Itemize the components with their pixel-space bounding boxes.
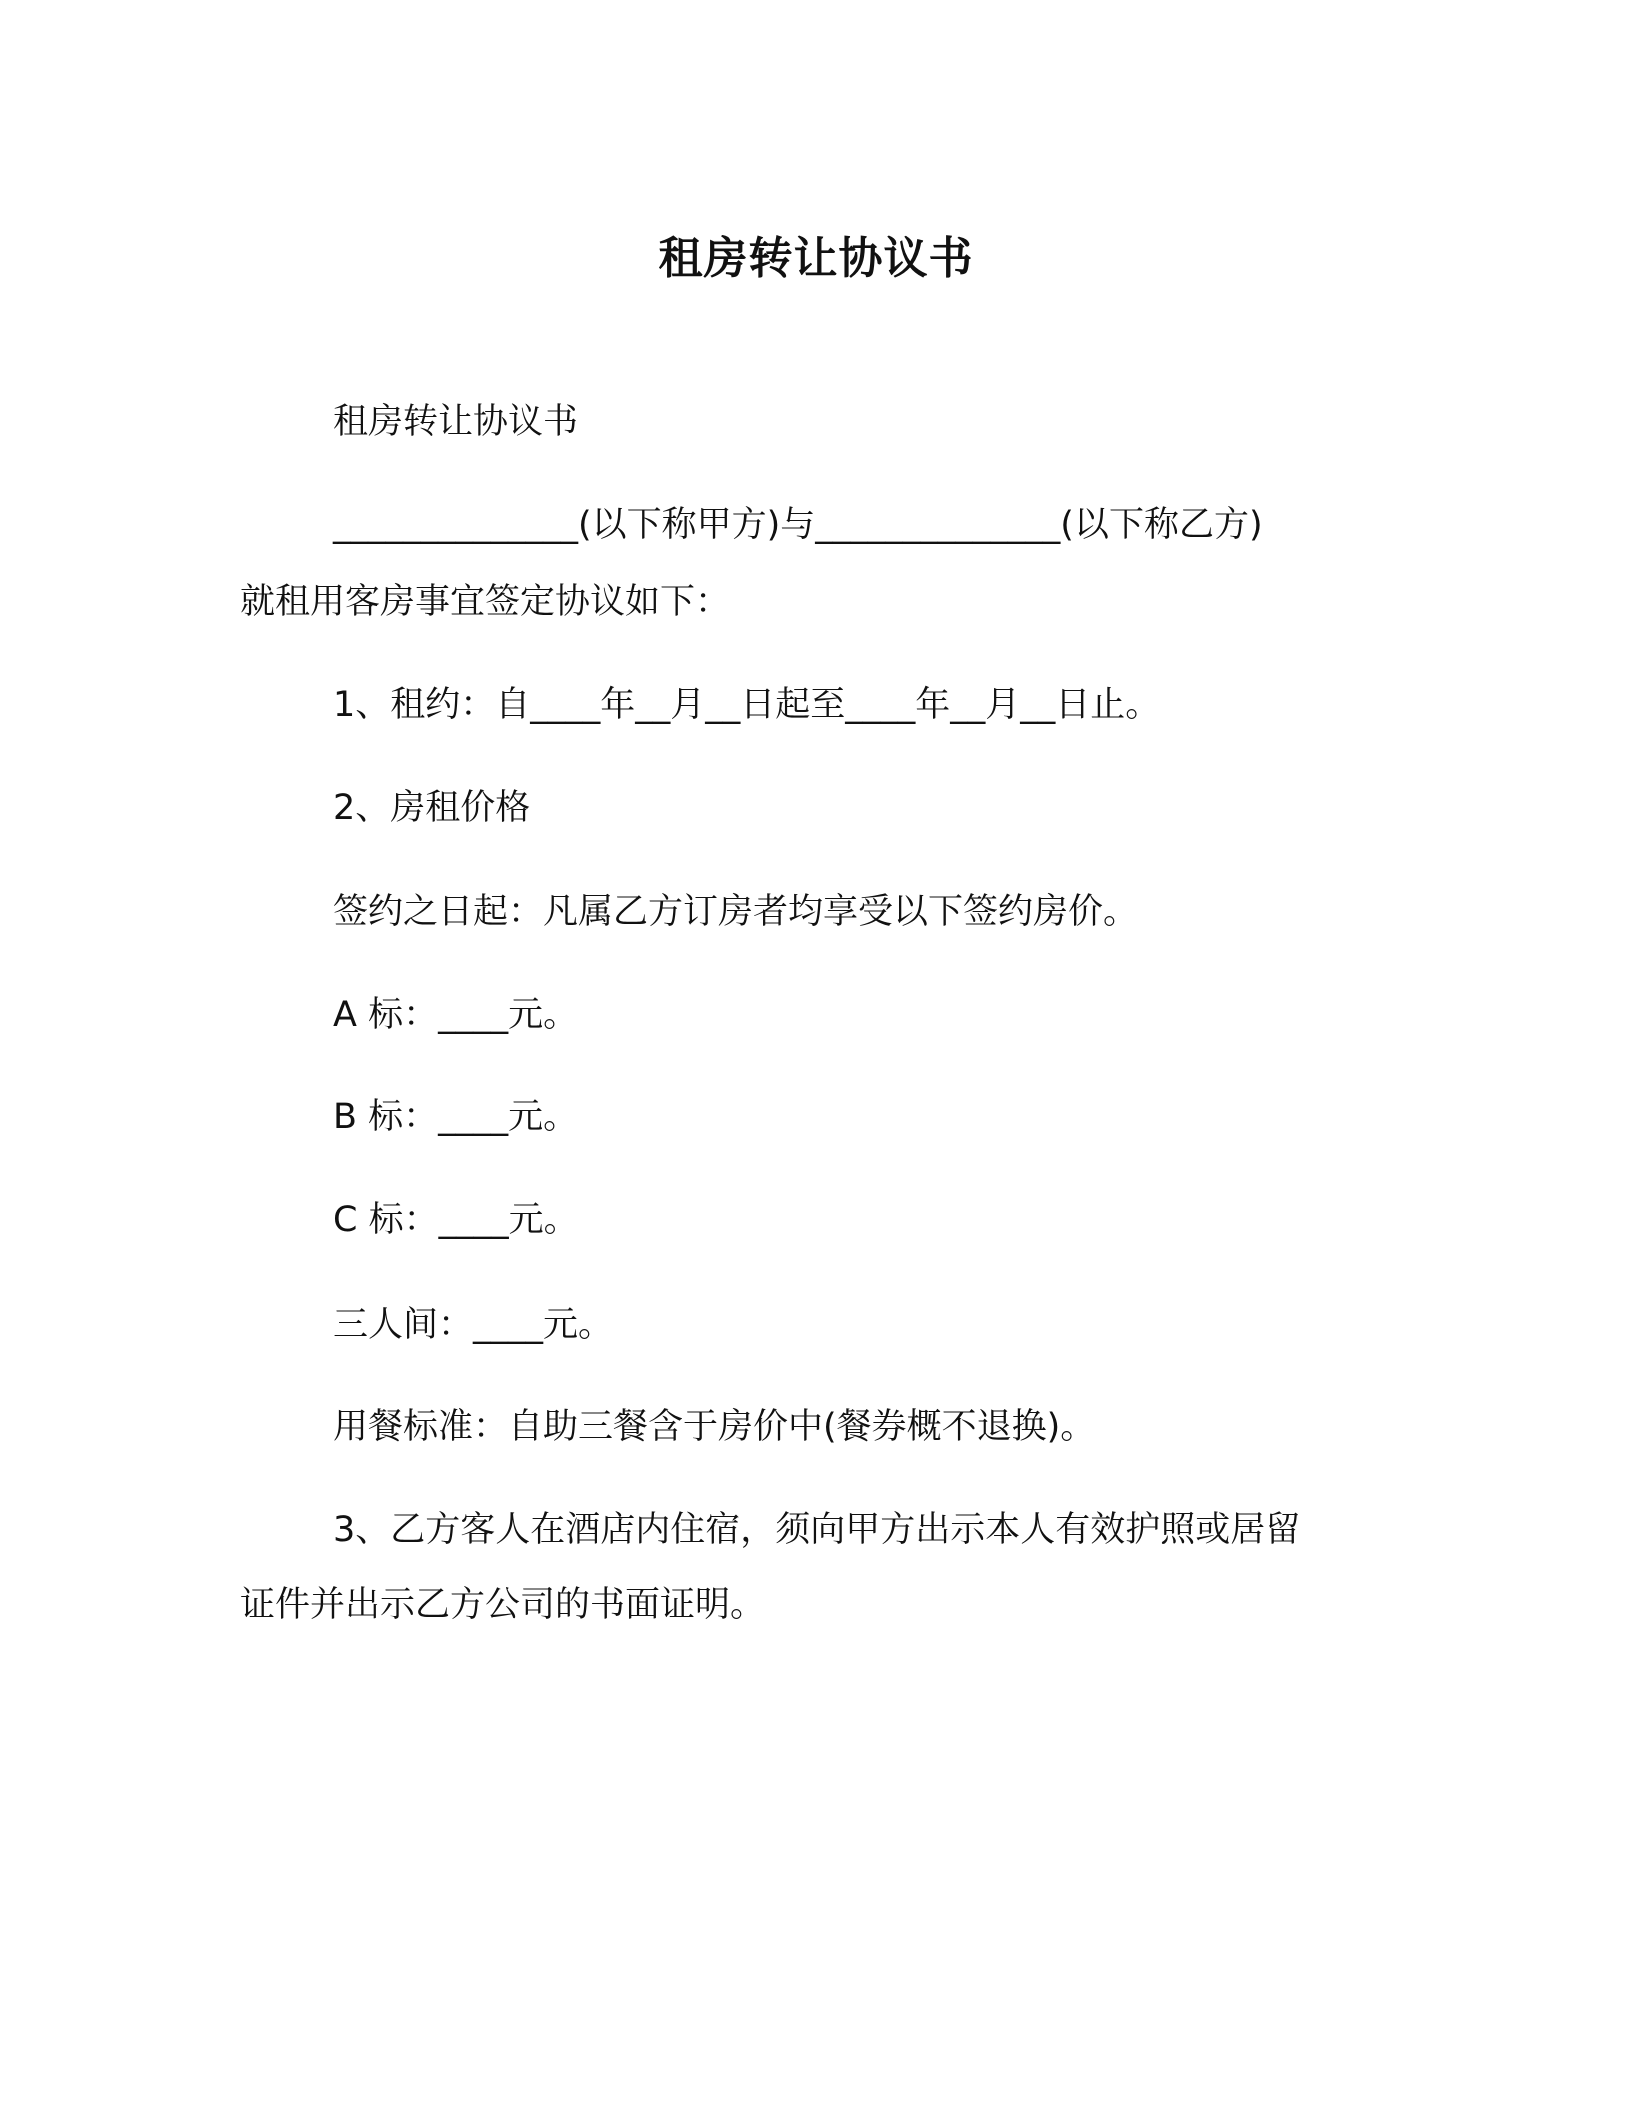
clause-3-line: 3、乙方客人在酒店内住宿，须向甲方出示本人有效护照或居留 — [333, 1510, 1301, 1550]
clause-3-continuation-line: 证件并出示乙方公司的书面证明。 — [240, 1585, 766, 1625]
price-a-line: A 标：____元。 — [333, 995, 579, 1035]
subtitle-line: 租房转让协议书 — [333, 402, 579, 442]
document-title: 租房转让协议书 — [658, 233, 974, 284]
parties-line: ______________(以下称甲方)与______________(以下称乙方) — [333, 505, 1263, 545]
signing-price-line: 签约之日起：凡属乙方订房者均享受以下签约房价。 — [333, 892, 1139, 932]
clause-2-heading: 2、房租价格 — [333, 788, 531, 828]
meal-standard-line: 用餐标准：自助三餐含于房价中(餐券概不退换)。 — [333, 1407, 1096, 1447]
parties-continuation-line: 就租用客房事宜签定协议如下： — [240, 582, 731, 622]
price-triple-line: 三人间：____元。 — [333, 1305, 614, 1345]
price-b-line: B 标：____元。 — [333, 1097, 579, 1137]
clause-1-lease-term: 1、租约：自____年__月__日起至____年__月__日止。 — [333, 685, 1161, 725]
price-c-line: C 标：____元。 — [333, 1200, 579, 1240]
